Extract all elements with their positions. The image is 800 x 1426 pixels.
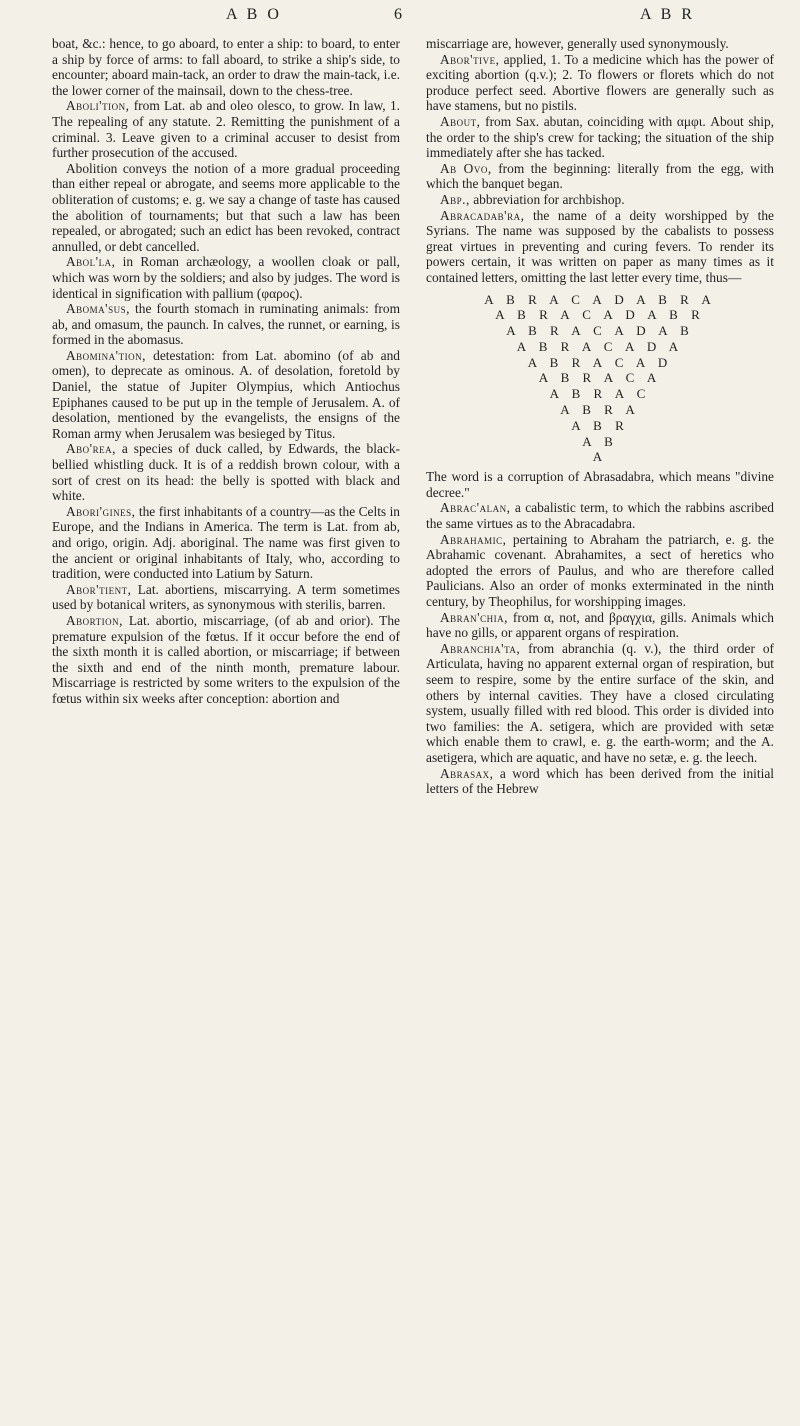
right-column: [426, 36, 774, 797]
entry-text: Lat. abortiens, miscarrying. A term sometimes used by botanical writers, as synonymous with sterilis, barren.: [52, 581, 400, 613]
entry-headword: Abrahamic,: [440, 531, 507, 547]
entry-text: the fourth stomach in ruminating animals: from ab, and omasum, the paunch. In calves, the runnet, or earning, is formed in the abomasus.: [52, 301, 400, 348]
dictionary-entry: [426, 36, 774, 52]
triangle-line: A B R: [571, 417, 629, 433]
entry-headword: Aboma'sus,: [66, 301, 130, 317]
running-head-right: A B R: [640, 6, 696, 23]
triangle-line: A B R A C A D: [527, 354, 673, 370]
triangle-line: A B R A C A D A B: [506, 323, 694, 339]
dictionary-entry: [52, 613, 400, 707]
dictionary-entry: [426, 208, 774, 286]
entry-text: miscarriage are, however, generally used synonymously.: [426, 36, 729, 51]
entry-text: the first inhabitants of a country—as the Celts in Europe, and the Indians in America. The term is Lat. from ab, and origo, origin. Adj. aboriginal. The name was first given to the ancient or original inhabitants of Italy, who, according to tradition, were conducted into Latium by Saturn.: [52, 503, 400, 582]
entry-text: boat, &c.: hence, to go aboard, to enter a ship: to board, to enter a ship by force of arms: to fall aboard, to strike a ship's side, to encounter; aboard main-tack, an order to draw the main-tack, i.e. the lower corner of the mainsail, down to the chess-tree.: [52, 36, 400, 98]
entry-headword: Abrac'alan,: [440, 500, 511, 516]
right-column-top: [426, 36, 774, 286]
entry-text: from α, not, and βραγχια, gills. Animals which have no gills, or apparent organs of respiration.: [426, 609, 774, 641]
entry-headword: Abp.,: [440, 191, 470, 207]
dictionary-entry: [426, 161, 774, 192]
dictionary-entry: [426, 766, 774, 797]
entry-text: in Roman archæology, a woollen cloak or pall, which was worn by the soldiers; and also by judges. The word is identical in signification with pallium (φαρος).: [52, 254, 400, 301]
right-column-bottom: [426, 469, 774, 796]
entry-text: Lat. abortio, miscarriage, (of ab and orior). The premature expulsion of the fœtus. If it occur before the end of the sixth month it is called abortion, or miscarriage; if between the sixth and end of the ninth month, premature labour. Miscarriage is restricted by some writers to the expulsion of the fœtus within six weeks after conception: abortion and: [52, 612, 400, 706]
entry-headword: Abol'la,: [66, 254, 116, 270]
dictionary-entry: [52, 301, 400, 348]
page-header: [0, 0, 800, 34]
entry-headword: Aboli'tion,: [66, 98, 130, 114]
dictionary-entry: [52, 582, 400, 613]
triangle-line: A B R A C A D A: [516, 338, 684, 354]
entry-text: the name of a deity worshipped by the Syrians. The name was supposed by the cabalists to possess great virtues in preventing and curing fevers. To render its powers certain, it was written on paper as many times as it contained letters, omitting the last letter every time, thus—: [426, 207, 774, 285]
entry-headword: About,: [440, 113, 481, 129]
entry-text: applied, 1. To a medicine which has the power of exciting abortion (q.v.); 2. To flowers or florets which do not produce perfect seed. Abortive flowers are generally such as have stamens, but no pistils.: [426, 51, 774, 114]
dictionary-entry: [52, 504, 400, 582]
page-number: 6: [394, 6, 405, 23]
entry-headword: Abo'rea,: [66, 441, 116, 457]
entry-headword: Abranchia'ta,: [440, 640, 521, 656]
triangle-line: A B R A C: [549, 386, 651, 402]
triangle-line: A B R A: [560, 402, 640, 418]
entry-text: from Sax. abutan, coinciding with αμφι. About ship, the order to the ship's crew for tacking; the situation of the ship immediately after she has tacked.: [426, 113, 774, 161]
dictionary-entry: [426, 500, 774, 531]
dictionary-entry: [52, 441, 400, 503]
dictionary-entry: [426, 192, 774, 208]
dictionary-entry: [426, 114, 774, 161]
triangle-line: A: [592, 449, 608, 465]
entry-headword: Abomina'tion,: [66, 347, 146, 363]
left-column: [52, 36, 400, 707]
entry-headword: Abran'chia,: [440, 609, 508, 625]
dictionary-entry: [426, 610, 774, 641]
entry-headword: Abor'tive,: [440, 51, 500, 67]
entry-headword: Abori'gines,: [66, 503, 136, 519]
entry-text: detestation: from Lat. abomino (of ab and omen), to deprecate as ominous. A. of desolation, foretold by Daniel, the statue of Jupiter Olympius, which Antiochus Epiphanes caused to be put up in the temple of Jerusalem. A. of desolation, mentioned by the evangelists, the ensigns of the Roman army when Jerusalem was besieged by Titus.: [52, 347, 400, 441]
abracadabra-triangle: [426, 292, 774, 466]
dictionary-entry: [52, 98, 400, 160]
entry-headword: Abor'tient,: [66, 581, 132, 597]
entry-headword: Abrasax,: [440, 765, 494, 781]
dictionary-entry: [52, 161, 400, 255]
dictionary-entry: [426, 532, 774, 610]
dictionary-entry: [52, 36, 400, 98]
triangle-line: A B R A C A D A B R A: [484, 291, 716, 307]
entry-text: from the beginning: literally from the egg, with which the banquet began.: [426, 160, 774, 192]
entry-headword: Abortion,: [66, 612, 123, 628]
entry-text: Abolition conveys the notion of a more gradual proceeding than either repeal or abrogate, and seems more applicable to the obliteration of customs; e. g. we say a change of taste has caused the abolition of tournaments; but that such a law has been repealed, or abrogated; such an edict has been revoked, contract annulled, or debt cancelled.: [52, 160, 400, 254]
entry-text: a species of duck called, by Edwards, the black-bellied whistling duck. It is of a reddish brown colour, with a sort of crest on its head: the belly is spotted with black and white.: [52, 441, 400, 504]
entry-headword: Abracadab'ra,: [440, 207, 525, 223]
entry-text: The word is a corruption of Abrasadabra, which means "divine decree.": [426, 469, 774, 500]
entry-headword: Ab Ovo,: [440, 160, 492, 176]
entry-text: from abranchia (q. v.), the third order of Articulata, having no apparent external organ of respiration, but seem to respire, some by the entire surface of the skin, and others by internal cavities. They have a closed circulating system, usually filled with red blood. This order is divided into two families: the A. setigera, which are provided with setæ which enable them to crawl, e. g. the earth-worm; and the A. asetigera, which are aquatic, and have no setæ, e. g. the leech.: [426, 640, 774, 765]
entry-text: from Lat. ab and oleo olesco, to grow. In law, 1. The repealing of any statute. 2. Remitting the punishment of a criminal. 3. Leave given to a criminal accuser to desist from further prosecution of the accused.: [52, 98, 400, 161]
triangle-line: A B R A C A D A B R: [495, 307, 705, 323]
dictionary-entry: [52, 348, 400, 442]
running-head-left: A B O: [226, 6, 282, 23]
triangle-line: A B R A C A: [538, 370, 662, 386]
entry-text: abbreviation for archbishop.: [469, 191, 625, 207]
entry-text: a cabalistic term, to which the rabbins ascribed the same virtues as to the Abracadabra.: [426, 500, 774, 532]
dictionary-entry: [426, 469, 774, 500]
dictionary-entry: [426, 52, 774, 114]
dictionary-entry: [426, 641, 774, 766]
triangle-line: A B: [582, 433, 618, 449]
entry-text: pertaining to Abraham the patriarch, e. g. the Abrahamic covenant. Abrahamites, a sect of heretics who adopted the errors of Paulus, and who are therefore called Paulicians. Also an order of monks exterminated in the ninth century, by Theophilus, for worshipping images.: [426, 531, 774, 610]
dictionary-entry: [52, 254, 400, 301]
entry-text: a word which has been derived from the initial letters of the Hebrew: [426, 765, 774, 797]
